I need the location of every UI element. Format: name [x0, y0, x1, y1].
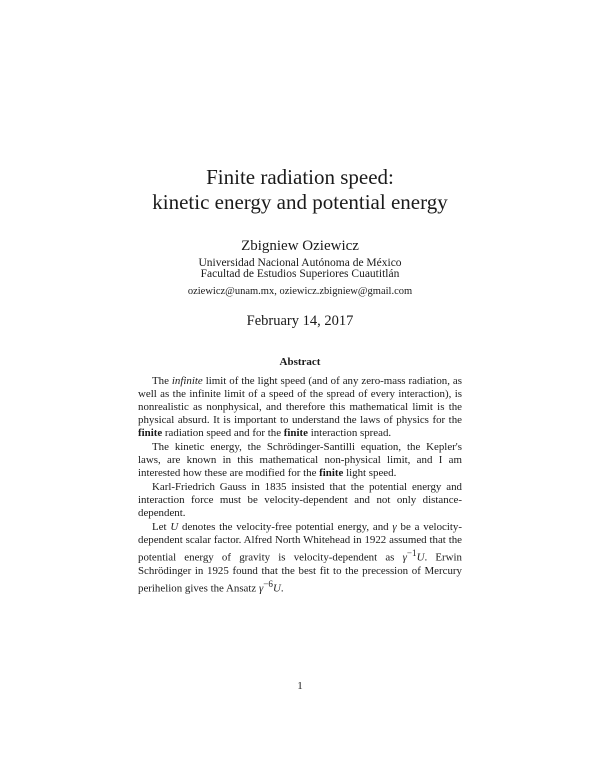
paper-date: February 14, 2017	[246, 313, 354, 329]
author-email: oziewicz@unam.mx, oziewicz.zbigniew@gmail.com	[187, 286, 413, 297]
author-name: Zbigniew Oziewicz	[241, 238, 359, 254]
affiliation-university: Universidad Nacional Autónoma de México	[198, 257, 402, 269]
abstract-paragraph-1: The infinite limit of the light speed (and of any zero-mass radiation, as well as the infinite limit of a speed of the spread of every interaction), is nonrealistic as nonphysical, and therefore this mathematical limit is the physical absurd. It is important to understand the laws of physics for the finite radiation speed and for the finite interaction spread.	[138, 375, 462, 439]
abstract-body	[138, 375, 462, 596]
paper-title-line-1: Finite radiation speed:	[206, 165, 394, 189]
abstract-heading: Abstract	[279, 356, 321, 368]
paper-title-line-2: kinetic energy and potential energy	[152, 190, 448, 214]
abstract-paragraph-4: Let U denotes the velocity-free potential energy, and γ be a velocity-dependent scalar factor. Alfred North Whitehead in 1922 assumed that the potential energy of gravity is velocity-dependent as $\gamma^{-1}U$. Erwin Schrödinger in 1925 found that the best fit to the precession of Mercury perihelion gives the Ansatz $\gamma^{-6}U$.	[138, 521, 462, 595]
affiliation-faculty: Facultad de Estudios Superiores Cuautitlán	[200, 268, 400, 280]
abstract-paragraph-3: Karl-Friedrich Gauss in 1835 insisted that the potential energy and interaction force must be velocity-dependent and not only distance-dependent.	[138, 481, 462, 519]
abstract-paragraph-2: The kinetic energy, the Schrödinger-Santilli equation, the Kepler's laws, are known in this mathematical non-physical limit, and I am interested how these are modified for the finite light speed.	[138, 441, 462, 479]
page-number: 1	[297, 680, 303, 692]
